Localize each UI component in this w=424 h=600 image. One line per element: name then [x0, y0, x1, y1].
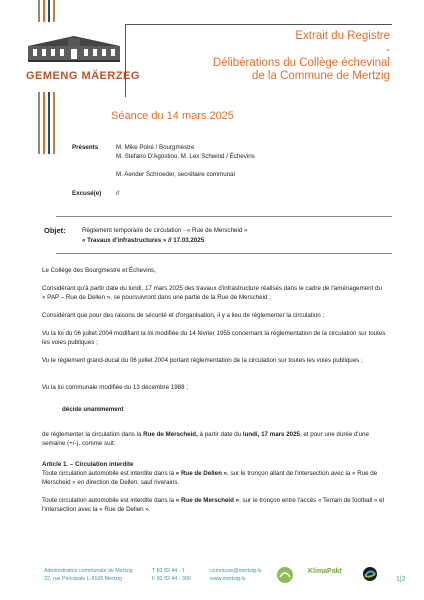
footer-phone: [152, 567, 191, 583]
objet-label: Objet:: [44, 226, 66, 235]
excuses-value: //: [116, 190, 120, 197]
body-vu-3: Vu la loi communale modifiée du 13 décembre 1988 ;: [42, 384, 188, 391]
footer-contact: [210, 567, 262, 583]
body-intro: Le Collège des Bourgmestre et Échevins,: [42, 267, 156, 274]
body-considerant-2: Considérant que pour des raisons de sécurité et d'organisation, il y a lieu de réglementer la circulation ;: [42, 312, 325, 319]
secretary-line: M. Aender Schroeder, secrétaire communal: [116, 171, 235, 178]
decision-heading: décide unanimement: [62, 406, 124, 413]
side-stripes: [38, 92, 55, 154]
article-2-street: « Rue de Merscheid »: [175, 497, 240, 504]
footer-email[interactable]: commune@mertzig.lu: [210, 568, 262, 574]
article-1-text: [42, 469, 386, 487]
article-1-street: « Rue de Dellen »: [175, 470, 228, 477]
footer-admin-name: Administration communale de Mertzig: [44, 568, 133, 574]
article-1-text-a: Toute circulation automobile est interdite dans la: [42, 470, 176, 477]
register-line-2: -: [386, 44, 390, 56]
klimapakt-logo: KlimaPakt: [308, 568, 342, 575]
body-vu-2: Vu le règlement grand-ducal du 06 juillet 2004 portant réglementation de la circulation sur toutes les voies publiques ;: [42, 357, 363, 364]
top-stripes: [38, 0, 55, 22]
footer-admin: [44, 567, 133, 583]
decision-text-a: de réglementer la circulation dans la: [42, 431, 144, 438]
divider-bottom: [56, 253, 392, 254]
decision-date: lundi, 17 mars 2025: [242, 431, 300, 438]
session-date: Séance du 14 mars 2025: [111, 110, 234, 122]
municipality-logo-text: GEMENG MÄERZEG: [26, 70, 140, 82]
excuses-label: Excusé(e): [72, 190, 102, 197]
article-1-title: Article 1. – Circulation interdite: [42, 461, 134, 468]
article-2-text-a: Toute circulation automobile est interdite dans la: [42, 497, 176, 504]
klima-bonus-icon: [276, 566, 294, 584]
body-considerant-1: Considérant qu'à partir date du lundi, 17 mars 2025 des travaux d'infrastructure réalisés dans le cadre de l'aménagement du « PAP – Rue de Dellen », se poursuivront dans une partie de la Rue de Merscheid ;: [42, 285, 382, 301]
register-line-1: Extrait du Registre: [295, 30, 390, 42]
register-line-4: de la Commune de Mertzig: [251, 70, 390, 82]
presents-line-1: M. Mike Poiré / Bourgmestre: [116, 144, 195, 151]
footer-address: 22, rue Principale L-9168 Mertzig: [44, 576, 123, 582]
objet-line-2: « Travaux d'infrastructures » // 17.03.2025: [82, 237, 205, 244]
decision-street: Rue de Merscheid,: [143, 431, 198, 438]
article-2-text-c: , sur le tronçon entre l'accès « Terrain de football » et l'intersection avec la « Rue de Dellen ».: [42, 497, 385, 513]
page-number: 1|2: [396, 576, 406, 583]
footer-fax: F 83 82 44 - 300: [152, 576, 191, 582]
objet-line-1: Règlement temporaire de circulation - « Rue de Merscheid »: [82, 227, 248, 234]
article-1-text-c: , sur le tronçon allant de l'intersection avec la « Rue de Merscheid » en direction de Dellen, sauf riverains.: [42, 470, 378, 486]
presents-label: Présents: [72, 144, 99, 151]
decision-text-c: à partir date du: [197, 431, 243, 438]
article-2-text: [42, 496, 386, 514]
body-vu-1: Vu la loi du 06 juillet 2004 modifiant la loi modifiée du 14 février 1955 concernant la réglementation de la circulation sur toutes les voies publiques ;: [42, 330, 386, 346]
register-line-3: Délibérations du Collège échevinal: [212, 57, 390, 69]
divider-top: [56, 216, 392, 217]
decision-text-e: , et pour une durée d'une semaine (+/-), comme suit:: [42, 431, 369, 447]
building-logo-icon: [28, 36, 120, 66]
footer-web[interactable]: www.mertzig.lu: [210, 576, 246, 582]
presents-line-2: M. Stefano D'Agostino, M. Lex Schwind / Échevins: [116, 153, 255, 160]
footer-tel: T 83 82 44 - 1: [152, 568, 185, 574]
decision-text: [42, 430, 386, 448]
fairtrade-icon: [362, 566, 378, 584]
